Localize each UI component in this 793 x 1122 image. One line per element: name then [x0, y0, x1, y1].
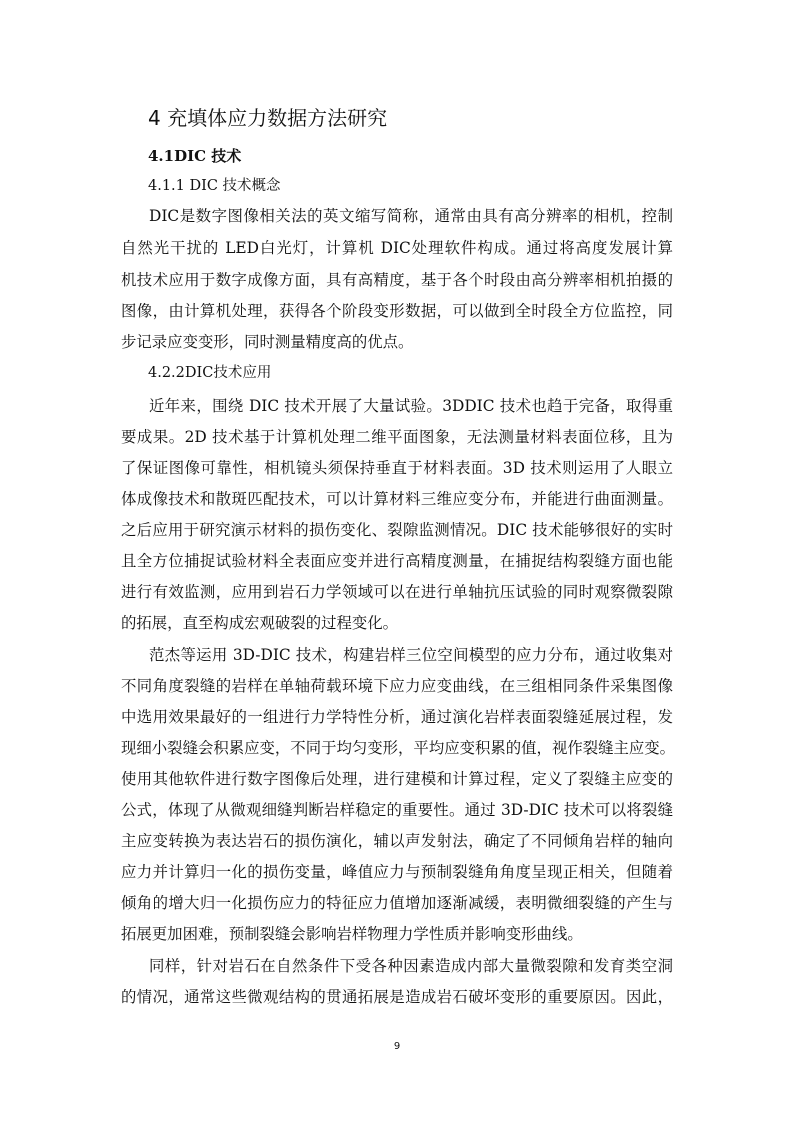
paragraph-2-line: 近年来，围绕 DIC 技术开展了大量试验。3DDIC 技术也趋于完备，取得重: [149, 397, 673, 415]
paragraph-3-line: 不同角度裂缝的岩样在单轴荷载环境下应力应变曲线，在三组相同条件采集图像: [121, 677, 673, 695]
paragraph-3-line: 拓展更加困难，预制裂缝会影响岩样物理力学性质并影响变形曲线。: [121, 925, 583, 943]
chapter-title: 4 充填体应力数据方法研究: [148, 106, 388, 130]
paragraph-2-line: 体成像技术和散斑匹配技术，可以计算材料三维应变分布，并能进行曲面测量。: [121, 490, 673, 508]
paragraph-3-line: 公式，体现了从微观细缝判断岩样稳定的重要性。通过 3D-DIC 技术可以将裂缝: [121, 801, 673, 819]
paragraph-2-line: 之后应用于研究演示材料的损伤变化、裂隙监测情况。DIC 技术能够很好的实时: [121, 521, 673, 539]
paragraph-3-line: 范杰等运用 3D-DIC 技术，构建岩样三位空间模型的应力分布，通过收集对: [149, 646, 673, 664]
paragraph-3-line: 应力并计算归一化的损伤变量，峰值应力与预制裂缝角角度呈现正相关，但随着: [121, 863, 673, 881]
paragraph-1-line: 机技术应用于数字成像方面，具有高精度，基于各个时段由高分辨率相机拍摄的: [121, 271, 673, 289]
subsection-heading-concept: 4.1.1 DIC 技术概念: [148, 178, 281, 194]
paragraph-3-line: 现细小裂缝会积累应变，不同于均匀变形，平均应变积累的值，视作裂缝主应变。: [121, 739, 676, 757]
paragraph-2-line: 了保证图像可靠性，相机镜头须保持垂直于材料表面。3D 技术则运用了人眼立: [121, 459, 673, 477]
page-number: 9: [393, 1041, 401, 1052]
paragraph-2-line: 且全方位捕捉试验材料全表面应变并进行高精度测量，在捕捉结构裂缝方面也能: [121, 552, 673, 570]
section-heading: 4.1DIC 技术: [148, 147, 242, 165]
paragraph-4-line: 同样，针对岩石在自然条件下受各种因素造成内部大量微裂隙和发育类空洞: [149, 957, 673, 975]
paragraph-1-line: DIC是数字图像相关法的英文缩写简称，通常由具有高分辨率的相机，控制: [149, 207, 673, 225]
paragraph-1-line: 图像，由计算机处理，获得各个阶段变形数据，可以做到全时段全方位监控，同: [121, 302, 673, 320]
paragraph-1-line: 自然光干扰的 LED白光灯，计算机 DIC处理软件构成。通过将高度发展计算: [121, 239, 673, 257]
paragraph-2-line: 要成果。2D 技术基于计算机处理二维平面图象，无法测量材料表面位移，且为: [121, 428, 673, 446]
paragraph-1-line: 步记录应变变形，同时测量精度高的优点。: [121, 333, 414, 351]
paragraph-3-line: 主应变转换为表达岩石的损伤演化，辅以声发射法，确定了不同倾角岩样的轴向: [121, 832, 673, 850]
subsection-heading-application: 4.2.2DIC技术应用: [148, 365, 272, 381]
paragraph-3-line: 中选用效果最好的一组进行力学特性分析，通过演化岩样表面裂缝延展过程，发: [121, 708, 673, 726]
paragraph-3-line: 使用其他软件进行数字图像后处理，进行建模和计算过程，定义了裂缝主应变的: [121, 770, 673, 788]
paragraph-2-line: 的拓展，直至构成宏观破裂的过程变化。: [121, 614, 399, 632]
paragraph-3-line: 倾角的增大归一化损伤应力的特征应力值增加逐渐减缓，表明微细裂缝的产生与: [121, 894, 673, 912]
paragraph-2-line: 进行有效监测，应用到岩石力学领域可以在进行单轴抗压试验的同时观察微裂隙: [121, 583, 673, 601]
paragraph-4-line: 的情况，通常这些微观结构的贯通拓展是造成岩石破坏变形的重要原因。因此，: [121, 988, 673, 1006]
